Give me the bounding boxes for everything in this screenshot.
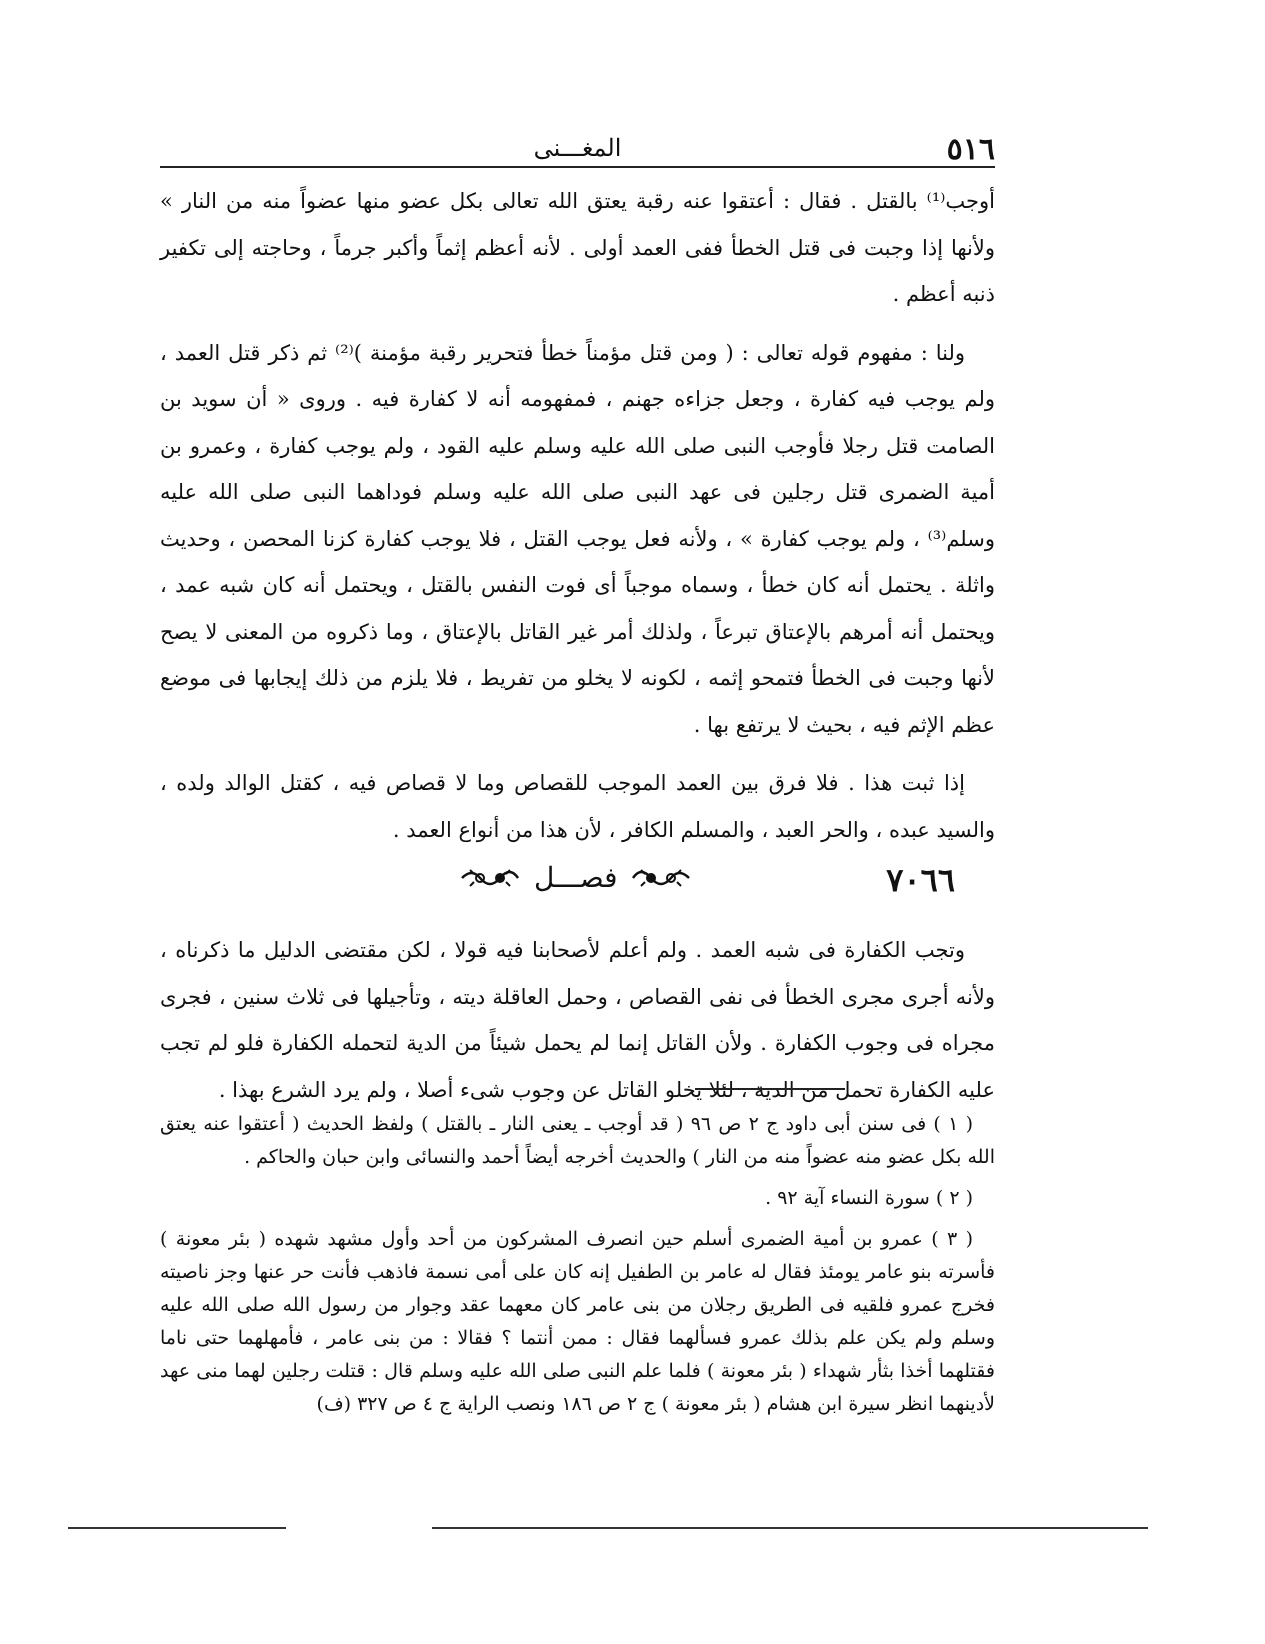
footnote: ( ١ ) فى سنن أبى داود ج ٢ ص ٩٦ ( قد أوجب ـ يعنى النار ـ بالقتل ) ولفظ الحديث ( أعتقوا عنه يعتق الله بكل عضو منه عضواً منه من النار ) والحديث أخرجه أيضاً أحمد والنسائى وابن حبان والحاكم . bbox=[160, 1113, 995, 1168]
bottom-rule-left bbox=[68, 1527, 286, 1529]
paragraph: وتجب الكفارة فى شبه العمد . ولم أعلم لأصحابنا فيه قولا ، لكن مقتضى الدليل ما ذكرناه ، ولأنه أجرى مجرى الخطأ فى نفى القصاص ، وحمل العاقلة ديته ، وتأجيلها فى ثلاث سنين ، فجرى مجراه فى وجوب الكفارة . ولأن القاتل إنما لم يحمل شيئاً من الدية لتحمله الكفارة فلو لم تجب عليه الكفارة تحمل من الدية ، لئلا يخلو القاتل عن وجوب شىء أصلا ، ولم يرد الشرع بهذا . bbox=[160, 938, 995, 1102]
section-number: ٧٠٦٦ bbox=[886, 861, 955, 899]
paragraph-gap bbox=[160, 318, 995, 330]
footnote: ( ٣ ) عمرو بن أمية الضمرى أسلم حين انصرف المشركون من أحد وأول مشهد شهده ( بئر معونة ) فأسرته بنو عامر يومئذ فقال له عامر بن الطفيل إنه كان على أمى نسمة فاذهب فأنت حر عنها وجز ناصيته فخرج عمرو فلقيه فى الطريق رجلان من بنى عامر كان معهما عقد وجوار من رسول الله صلى الله عليه وسلم ولم يكن علم بذلك عمرو فسألهما فقال : ممن أنتما ؟ فقالا : من بنى عامر ، فأمهلهما حتى ناما فقتلهما أخذا بثأر شهداء ( بئر معونة ) فلما علم النبى صلى الله عليه وسلم قال : قتلت رجلين لهما منى عهد لأدينهما انظر سيرة ابن هشام ( بئر معونة ) ج ٢ ص ١٨٦ ونصب الراية ج ٤ ص ٣٢٧ (ف) bbox=[160, 1228, 995, 1415]
section-title: فصـــل bbox=[534, 861, 618, 894]
page-number: ٥١٦ bbox=[946, 132, 995, 167]
ornament-right-icon bbox=[631, 864, 691, 892]
footnote-gap bbox=[160, 1215, 995, 1223]
paragraph: أوجب⁽¹⁾ بالقتل . فقال : أعتقوا عنه رقبة يعتق الله تعالى بكل عضو منها عضواً منه من النار » ولأنها إذا وجبت فى قتل الخطأ ففى العمد أولى . لأنه أعظم إثماً وأكبر جرماً ، وحاجته إلى تكفير ذنبه أعظم . bbox=[160, 189, 995, 306]
paragraph-gap bbox=[160, 748, 995, 760]
footnote-gap bbox=[160, 1174, 995, 1182]
footnote: ( ٢ ) سورة النساء آية ٩٢ . bbox=[765, 1187, 973, 1209]
paragraph: ولنا : مفهوم قوله تعالى : ( ومن قتل مؤمناً خطأ فتحرير رقبة مؤمنة )⁽²⁾ ثم ذكر قتل العمد ، ولم يوجب فيه كفارة ، وجعل جزاءه جهنم ، فمفهومه أنه لا كفارة فيه . وروى « أن سويد بن الصامت قتل رجلا فأوجب النبى صلى الله عليه وسلم عليه القود ، ولم يوجب كفارة ، وعمرو بن أمية الضمرى قتل رجلين فى عهد النبى صلى الله عليه وسلم فوداهما النبى صلى الله عليه وسلم⁽³⁾ ، ولم يوجب كفارة » ، ولأنه فعل يوجب القتل ، فلا يوجب كفارة كزنا المحصن ، وحديث واثلة . يحتمل أنه كان خطأ ، وسماه موجباً أى فوت النفس بالقتل ، ويحتمل أنه كان شبه عمد ، ويحتمل أنه أمرهم بالإعتاق تبرعاً ، ولذلك أمر غير القاتل بالإعتاق ، وما ذكروه من المعنى لا يصح لأنها وجبت فى الخطأ فتمحو إثمه ، لكونه لا يخلو من تفريط ، فلا يلزم من ذلك إيجابها فى موضع عظم الإثم فيه ، بحيث لا يرتفع بها . bbox=[160, 340, 995, 737]
bottom-rule-right bbox=[432, 1527, 1148, 1529]
section-heading bbox=[160, 853, 995, 927]
footnotes bbox=[160, 1108, 995, 1421]
page-header bbox=[160, 128, 995, 168]
header-rule bbox=[160, 166, 995, 168]
running-title: المغـــنى bbox=[533, 134, 622, 162]
footnote-rule bbox=[695, 1088, 845, 1090]
ornament-left-icon bbox=[460, 864, 520, 892]
main-text bbox=[160, 178, 995, 1113]
section-title-group bbox=[460, 861, 691, 894]
paragraph: إذا ثبت هذا . فلا فرق بين العمد الموجب للقصاص وما لا قصاص فيه ، كقتل الوالد ولده ، والسيد عبده ، والحر العبد ، والمسلم الكافر ، لأن هذا من أنواع العمد . bbox=[160, 771, 995, 842]
